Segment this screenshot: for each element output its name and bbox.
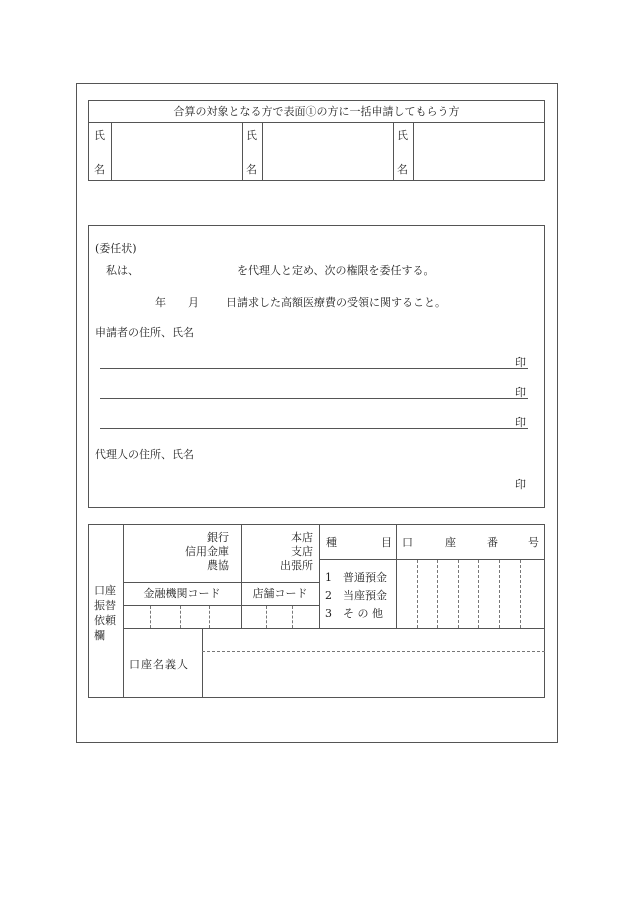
agent-name-field[interactable] (148, 260, 234, 278)
account-header: 号 (528, 536, 539, 549)
type-header-1: 種 (326, 536, 337, 549)
agent-address-field[interactable] (100, 466, 510, 492)
bank-code-label: 金融機関コード (143, 587, 221, 600)
delegate-suffix: を代理人と定め、次の権限を委任する。 (237, 264, 435, 277)
claim-text: 日請求した高額医療費の受領に関すること。 (226, 296, 446, 309)
bank-type-labels: 銀行 信用金庫 農協 (185, 531, 229, 572)
account-number-field[interactable] (397, 560, 544, 627)
seal-mark: 印 (515, 386, 526, 399)
name-label-bottom: 名 (397, 163, 408, 176)
holder-label: 口座名義人 (129, 658, 189, 671)
account-header: 座 (445, 536, 456, 549)
name-field-3[interactable] (414, 123, 544, 180)
seal-mark: 印 (515, 356, 526, 369)
bank-code-field[interactable] (124, 606, 240, 627)
seal-mark: 印 (515, 478, 526, 491)
account-type-option[interactable]: 2 当座預金 (325, 589, 387, 602)
branch-code-label: 店舗コード (252, 587, 308, 600)
name-label-top: 氏 (397, 129, 408, 142)
holder-kana-field[interactable] (203, 629, 544, 650)
holder-name-field[interactable] (203, 652, 544, 697)
name-label-top: 氏 (94, 129, 105, 142)
name-label-bottom: 名 (246, 163, 257, 176)
name-field-1[interactable] (112, 123, 241, 180)
branch-name-field[interactable] (242, 525, 260, 581)
applicant-line-2[interactable] (100, 398, 528, 399)
year-label: 年 (155, 296, 166, 309)
account-header: 口 (402, 536, 413, 549)
seal-mark: 印 (515, 416, 526, 429)
account-type-option[interactable]: 3 そ の 他 (325, 607, 383, 620)
name-label-bottom: 名 (94, 163, 105, 176)
account-header: 番 (487, 536, 498, 549)
account-type-option[interactable]: 1 普通預金 (325, 571, 387, 584)
type-header-2: 目 (381, 536, 392, 549)
applicant-line-3[interactable] (100, 428, 528, 429)
bank-name-field[interactable] (124, 525, 164, 581)
applicant-label: 申請者の住所、氏名 (95, 326, 194, 339)
name-field-2[interactable] (263, 123, 392, 180)
delegate-prefix: 私は、 (106, 264, 139, 277)
proxy-title: (委任状) (95, 242, 137, 255)
agent-label: 代理人の住所、氏名 (95, 448, 194, 461)
name-label-top: 氏 (246, 129, 257, 142)
applicant-line-1[interactable] (100, 368, 528, 369)
branch-type-labels: 本店 支店 出張所 (280, 531, 313, 572)
month-label: 月 (188, 296, 199, 309)
branch-code-field[interactable] (242, 606, 318, 627)
bank-side-label: 口座 振替 依頼 欄 (94, 584, 116, 642)
combine-header: 合算の対象となる方で表面①の方に一括申請してもらう方 (173, 105, 460, 118)
